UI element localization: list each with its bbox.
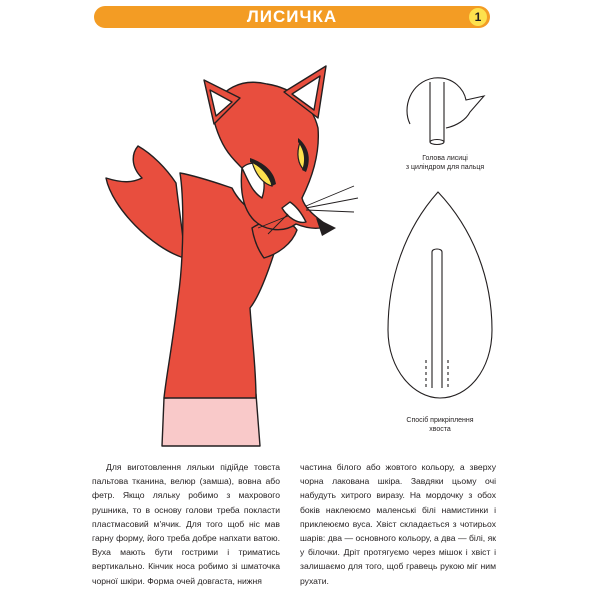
head-outline [407,78,484,128]
wire-channel [432,252,442,388]
nose-tip [316,218,336,236]
head-caption-line2: з циліндром для пальця [405,164,485,171]
tail-leaf-outline [388,192,492,398]
fox-puppet-illustration [92,58,372,448]
head-cylinder-diagram [400,68,492,150]
paragraph-right: частина білого або жовтого кольору, а зверху чорна лакована шкіра. Завдяки цьому очі набудуть хитрого виразу. На мордочку з обох боків наклеюємо маленські білі намистинки і приклеюємо вуса. Хвіст складається з чотирьох шарів: два — основного кольору, а два — білі, як у білочки. Дріт протягуємо через мішок і хвіст і залишаємо для того, щоб гравець рукою міг ним рухати. [300,462,496,586]
head-caption-line1: Голова лисиці [422,155,468,162]
tail-caption-line2: хвоста [429,426,451,433]
sleeve [162,394,260,446]
whisker [306,210,354,212]
text-column-right [300,460,496,588]
tail-attachment-diagram [384,190,496,402]
tail-caption [380,416,500,434]
wire-channel-top [432,249,442,252]
text-column-left [92,460,280,588]
page-number-badge: 1 [469,8,487,26]
finger-cylinder [430,82,444,142]
paragraph-left: Для виготовлення ляльки підійде товста пальтова тканина, велюр (замша), вовна або фетр. Якщо ляльку робимо з махрового рушника, то в основу голови треба покласти пластмасовий м'ячик. Для того щоб ніс мав гарну форму, його треба добре напхати ватою. Вуха мають бути гострими і триматись вертикально. Кінчик носа робимо зі шматочка чорної шкіри. Форма очей довгаста, нижня [92,462,280,586]
title-bar [94,6,490,28]
tail-caption-line1: Спосіб прикріплення [406,417,474,424]
head-caption [380,154,510,172]
cylinder-base [430,140,444,145]
page-title: ЛИСИЧКА [246,7,338,26]
fox-tail [106,146,184,258]
